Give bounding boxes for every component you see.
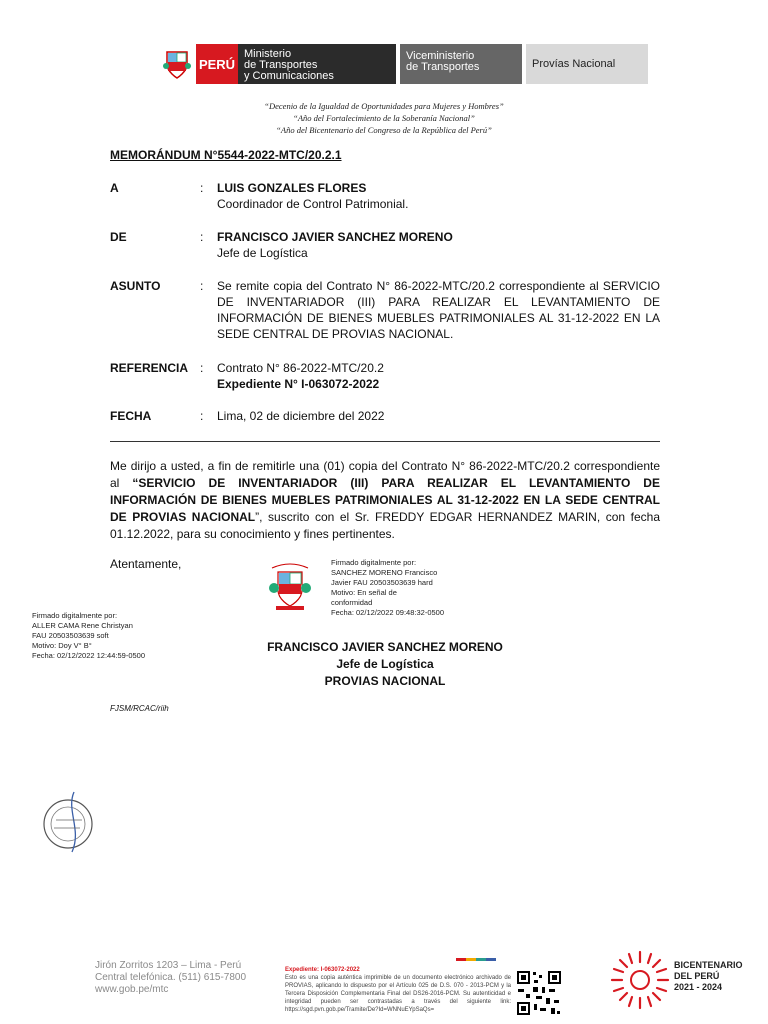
- color-bar: [456, 958, 506, 961]
- reference-file: Expediente N° I-063072-2022: [217, 377, 380, 391]
- sender-name: FRANCISCO JAVIER SANCHEZ MORENO: [217, 230, 453, 244]
- seal-stamp-icon: [38, 790, 102, 854]
- bicentenario-logo-icon: [608, 948, 672, 1012]
- ministry-label: Ministerio de Transportes y Comunicaciones: [238, 44, 396, 84]
- signer-block: [240, 639, 530, 690]
- initials: FJSM/RCAC/riih: [110, 704, 169, 713]
- decade-mottos: “Decenio de la Igualdad de Oportunidades para Mujeres y Hombres” “Año del Fortalecimiento de la Soberanía Nacional” “Año del Bicentenario del Congreso de la República del Perú”: [264, 101, 504, 135]
- file-number: Expediente: I-063072-2022: [285, 967, 360, 973]
- signer-role: Jefe de Logística: [336, 657, 434, 671]
- coat-of-arms-icon: [158, 44, 196, 84]
- closing: Atentamente,: [110, 557, 182, 571]
- national-emblem-icon: [266, 562, 314, 612]
- subject-text: Se remite copia del Contrato N° 86-2022-MTC/20.2 correspondiente al SERVICIO DE INVENTARIADOR (III) PARA REALIZAR EL LEVANTAMIENTO DE INFORMACIÓN DE BIENES MUEBLES PATRIMONIALES AL 31-12-2022 EN LA SEDE CENTRAL DE PROVIAS NACIONAL.: [217, 279, 660, 341]
- authenticity-note: Expediente: I-063072-2022 Esto es una copia auténtica imprimible de un documento electrónico archivado de PROVIAS, aplicando lo dispuesto por el Artículo 025 de D.S. 070 - 2013-PCM y la Tercera Disposición Complementaria Final del DS26-2016-PCM. Su autenticidad e integridad pueden ser contrastadas a través del siguiente link: https://sgd.pvn.gob.pe/Tramite/De?Id=WNNuEYpSaQs=: [285, 967, 511, 1013]
- sender-role: Jefe de Logística: [217, 246, 308, 260]
- provias-label: Provías Nacional: [526, 44, 648, 84]
- signer-name: FRANCISCO JAVIER SANCHEZ MORENO: [267, 640, 503, 654]
- digital-signature-aller: Firmado digitalmente por: ALLER CAMA Rene Christyan FAU 20503503639 soft Motivo: Doy V° B° Fecha: 02/12/2022 12:44:59-0500: [32, 611, 146, 660]
- divider: [110, 441, 660, 442]
- footer-address: Jirón Zorritos 1203 – Lima - Perú Central telefónica. (511) 615-7800 www.gob.pe/mtc: [95, 960, 247, 995]
- viceministry-label: Viceministerio de Transportes: [400, 44, 522, 84]
- signer-org: PROVIAS NACIONAL: [324, 674, 446, 688]
- recipient-name: LUIS GONZALES FLORES: [217, 181, 367, 195]
- header-logo-bar: [158, 44, 648, 84]
- bicentenario-text: BICENTENARIO DEL PERÚ 2021 - 2024: [674, 960, 743, 992]
- body-paragraph: Me dirijo a usted, a fin de remitirle una (01) copia del Contrato N° 86-2022-MTC/20.2 correspondiente al “SERVICIO DE INVENTARIADOR (III) PARA REALIZAR EL LEVANTAMIENTO DE INFORMACIÓN DE BIENES MUEBLES PATRIMONIALES AL 31-12-2022 EN LA SEDE CENTRAL DE PROVIAS NACIONAL”, suscrito con el Sr. FREDDY EDGAR HERNANDEZ MARIN, con fecha 01.12.2022, para su conocimiento y fines pertinentes.: [110, 459, 660, 541]
- digital-signature-sanchez: Firmado digitalmente por: SANCHEZ MORENO Francisco Javier FAU 20503503639 hard Motivo: En señal de conformidad Fecha: 02/12/2022 09:48:32-0500: [331, 558, 445, 617]
- recipient-role: Coordinador de Control Patrimonial.: [217, 197, 409, 211]
- qr-code-icon: [516, 970, 562, 1016]
- reference-contract: Contrato N° 86-2022-MTC/20.2: [217, 361, 384, 375]
- date-value: Lima, 02 de diciembre del 2022: [217, 409, 385, 423]
- memo-title: MEMORÁNDUM N°5544-2022-MTC/20.2.1: [110, 148, 342, 162]
- peru-label: PERÚ: [196, 44, 238, 84]
